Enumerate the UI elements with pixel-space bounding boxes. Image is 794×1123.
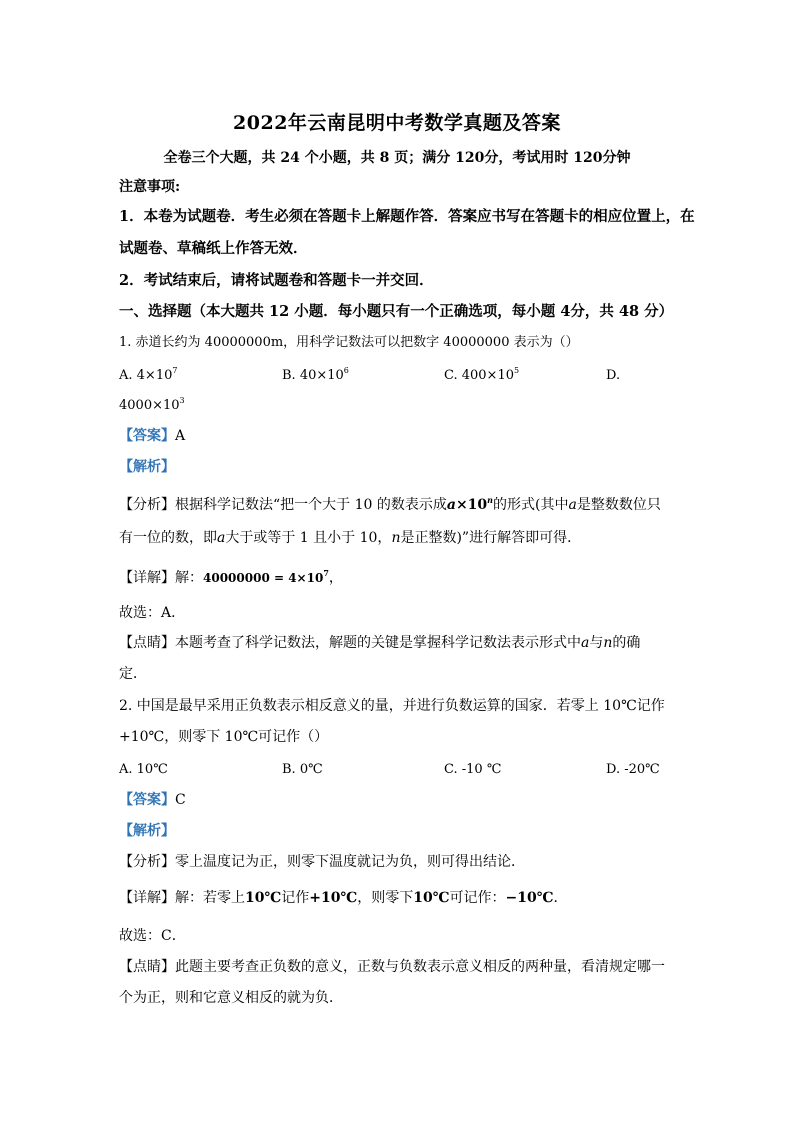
q1-comment-text-a: 本题考查了科学记数法，解题的关键是掌握科学记数法表示形式中 xyxy=(175,635,581,651)
q1-detail-exponent: 7 xyxy=(323,568,329,578)
formula-times-ten: ×10 xyxy=(455,497,488,513)
q1-option-d-exponent: 3 xyxy=(179,396,185,405)
q1-analysis-var-a2: a xyxy=(217,530,226,546)
q1-comment-text-c: 的确 xyxy=(612,635,641,651)
q2-answer-value: C xyxy=(175,792,186,808)
q2-detail-text-b: 记作 xyxy=(281,890,310,906)
q2-comment-line-2: 个为正，则和它意义相反的就为负． xyxy=(119,990,343,1006)
q2-stem-line-2: +10℃，则零下 10℃可记作（） xyxy=(119,729,329,745)
q2-detail-formula-4: −10℃ xyxy=(505,890,554,906)
q2-detail-text-e: ． xyxy=(553,890,568,906)
q1-detail-prefix: 解： xyxy=(175,570,203,586)
xiangjie-tag: 【详解】 xyxy=(119,890,175,906)
q1-option-a xyxy=(119,368,177,383)
q2-option-b: B. 0℃ xyxy=(282,762,323,777)
q1-jiexi xyxy=(119,458,175,476)
q1-answer xyxy=(119,427,185,445)
q2-option-d: D. -20℃ xyxy=(606,762,660,777)
q2-detail-formula-3: 10℃ xyxy=(413,890,450,906)
q2-detail-text-a: 解：若零上 xyxy=(175,890,245,906)
q1-analysis-text-a: 根据科学记数法“把一个大于 10 的数表示成 xyxy=(175,497,447,513)
q1-option-a-base: A. 4×10 xyxy=(119,368,173,383)
q1-analysis-text-c: 是整数数位只 xyxy=(576,497,661,513)
q1-comment-var-a: a xyxy=(581,635,590,651)
q1-detail-formula: 40000000 = 4×10 xyxy=(203,571,324,585)
q1-detail xyxy=(119,569,343,587)
q2-jiexi xyxy=(119,822,175,840)
formula-var-a: a xyxy=(446,497,456,513)
q2-stem-line-1: 2. 中国是最早采用正负数表示相反意义的量，并进行负数运算的国家．若零上 10℃记作 xyxy=(119,698,665,714)
q1-option-c-base: C. 400×10 xyxy=(444,368,514,383)
q1-stem: 1. 赤道长约为 40000000m，用科学记数法可以把数字 40000000 表示为（） xyxy=(119,335,579,350)
fenxi-tag: 【分析】 xyxy=(119,497,175,513)
formula-exponent-n: n xyxy=(487,495,493,505)
q1-answer-value: A xyxy=(175,428,186,444)
q2-detail-formula-1: 10℃ xyxy=(245,890,282,906)
q2-detail-formula-2: +10℃ xyxy=(309,890,358,906)
q1-analysis-text-e: 大于或等于 1 且小于 10， xyxy=(225,530,392,546)
q1-option-d-label: D. xyxy=(606,368,621,383)
q1-choose: 故选：A． xyxy=(119,605,186,621)
section-heading: 一、选择题（本大题共 12 小题．每小题只有一个正确选项，每小题 4分，共 48 分） xyxy=(119,303,674,320)
q1-comment-text-b: 与 xyxy=(589,635,604,651)
q1-analysis-text-b: 的形式(其中 xyxy=(493,497,569,513)
q1-analysis-var-n: n xyxy=(391,530,401,546)
q2-detail-text-c: ，则零下 xyxy=(357,890,414,906)
q2-detail-text-d: 可记作： xyxy=(449,890,506,906)
q1-comment-line-1 xyxy=(119,634,640,652)
q1-option-b-exponent: 6 xyxy=(343,366,349,375)
answer-tag: 【答案】 xyxy=(119,792,175,808)
answer-tag: 【答案】 xyxy=(119,428,175,444)
q1-analysis-line-1 xyxy=(119,496,661,514)
q1-option-b xyxy=(282,368,349,383)
q2-option-a: A. 10℃ xyxy=(119,762,168,777)
q2-comment-line-1 xyxy=(119,958,665,976)
q2-detail xyxy=(119,889,568,907)
q1-comment-line-2: 定． xyxy=(119,666,147,682)
q1-analysis-var-a: a xyxy=(568,497,577,513)
q1-option-a-exponent: 7 xyxy=(172,366,178,375)
dianjing-tag: 【点睛】 xyxy=(119,635,175,651)
xiangjie-tag: 【详解】 xyxy=(119,570,175,586)
q1-detail-suffix: ， xyxy=(328,570,343,586)
dianjing-tag: 【点睛】 xyxy=(119,959,175,975)
q2-choose: 故选：C． xyxy=(119,928,186,944)
q2-comment-text: 此题主要考查正负数的意义，正数与负数表示意义相反的两种量，看清规定哪一 xyxy=(175,959,665,975)
q1-analysis-line-2 xyxy=(119,529,581,547)
q2-option-c: C. -10 ℃ xyxy=(444,762,502,777)
notice-item-1-line-1: 1．本卷为试题卷．考生必须在答题卡上解题作答．答案应书写在答题卡的相应位置上，在 xyxy=(119,208,695,225)
q2-analysis-text: 零上温度记为正，则零下温度就记为负，则可得出结论． xyxy=(175,854,525,870)
notice-item-2: 2．考试结束后，请将试题卷和答题卡一并交回． xyxy=(119,272,434,289)
q1-analysis-text-f: 是正整数)”进行解答即可得． xyxy=(400,530,582,546)
q1-option-c xyxy=(444,368,519,383)
q1-analysis-formula xyxy=(447,497,493,513)
page-title: 2022年云南昆明中考数学真题及答案 xyxy=(233,112,561,134)
q1-comment-var-n: n xyxy=(603,635,613,651)
q2-analysis xyxy=(119,853,525,871)
exam-info: 全卷三个大题，共 24 个小题，共 8 页；满分 120分，考试用时 120分钟 xyxy=(163,150,631,166)
jiexi-tag: 【解析】 xyxy=(119,459,175,475)
fenxi-tag: 【分析】 xyxy=(119,854,175,870)
jiexi-tag: 【解析】 xyxy=(119,823,175,839)
q1-option-d xyxy=(119,398,185,413)
q1-option-b-base: B. 40×10 xyxy=(282,368,344,383)
q2-answer xyxy=(119,791,186,809)
q1-option-d-base: 4000×10 xyxy=(119,398,180,413)
notice-item-1-line-2: 试题卷、草稿纸上作答无效． xyxy=(119,240,308,257)
q1-option-c-exponent: 5 xyxy=(514,366,520,375)
notice-heading: 注意事项: xyxy=(119,179,181,195)
q1-analysis-text-d: 有一位的数，即 xyxy=(119,530,217,546)
